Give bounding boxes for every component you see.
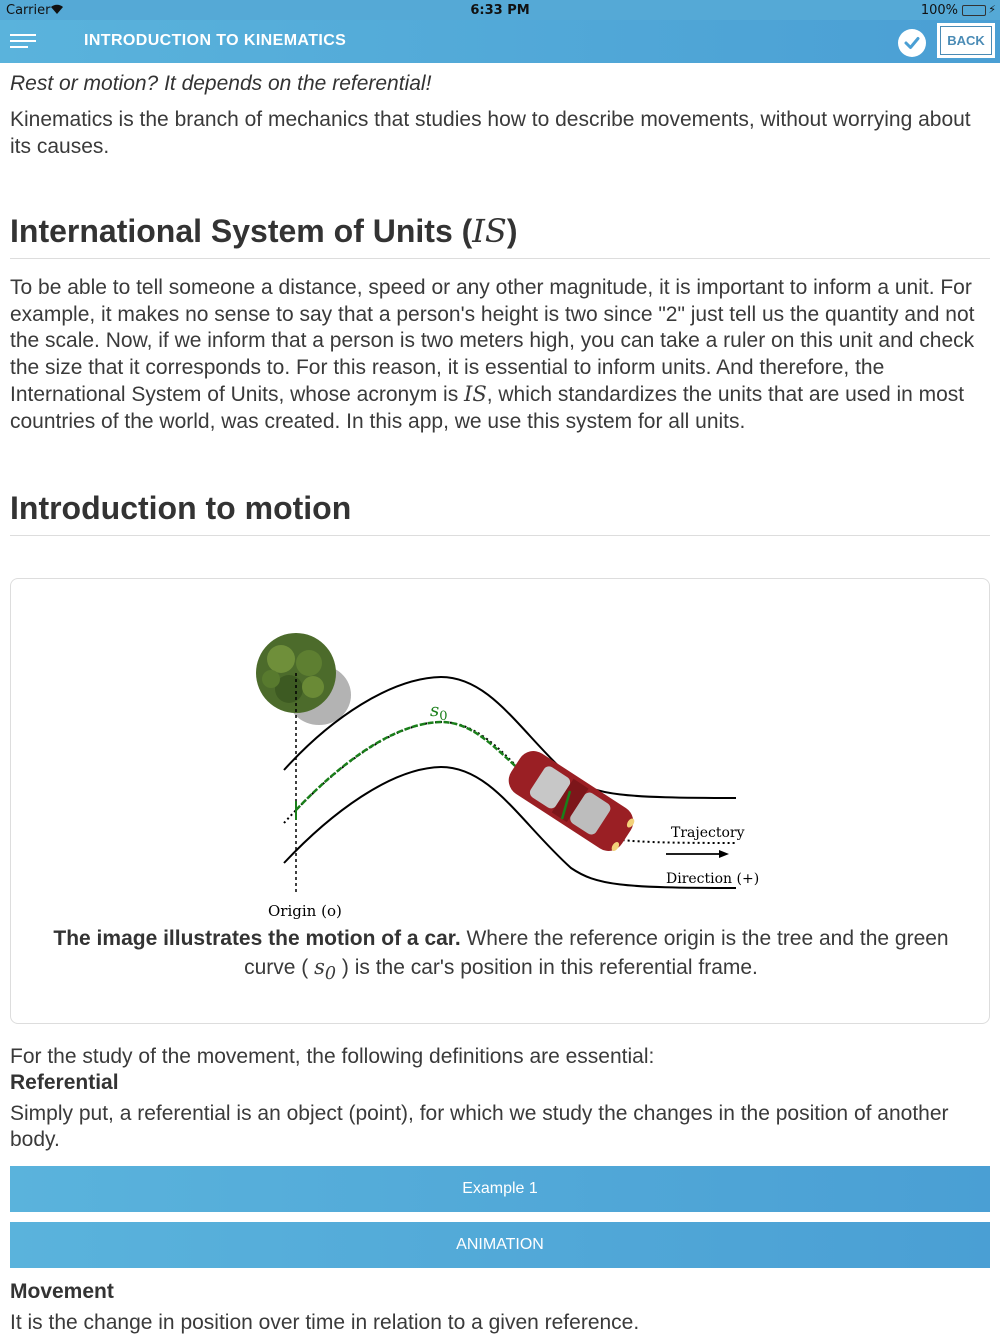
hamburger-menu-icon[interactable] (10, 34, 36, 50)
movement-heading: Movement (10, 1279, 114, 1303)
lesson-content (10, 63, 990, 1334)
figure-card (10, 578, 990, 1024)
car-motion-illustration (241, 623, 761, 923)
example-1-button[interactable]: Example 1 (10, 1166, 990, 1212)
page-title: INTRODUCTION TO KINEMATICS (84, 32, 347, 49)
motion-heading: Introduction to motion (10, 490, 990, 536)
referential-heading: Referential (10, 1070, 119, 1094)
s0-label: $s_0$ (430, 700, 448, 724)
caption-math: $s_0$ (314, 955, 337, 985)
units-paragraph-part-1: To be able to tell someone a distance, speed or any other magnitude, it is important to inform a unit. For example, it makes no sense to say that a person's height is two since "2" just tell us the quantity and not the scale. Now, if we inform that a person is two meters high, you can take a ruler on this unit and check the size that it corresponds to. For this reason, it is essential to inform units. And therefore, the International System of Units, whose acronym is (10, 276, 975, 406)
back-button[interactable] (937, 23, 995, 58)
direction-label: Direction (+) (666, 871, 760, 887)
units-paragraph-math: IS (464, 382, 487, 406)
battery-icon (962, 5, 986, 16)
lesson-subtitle: Rest or motion? It depends on the referential! (10, 72, 432, 95)
caption-part-1: Where the reference origin is the tree and the green curve ( (244, 927, 949, 979)
charging-icon: ⚡ (988, 3, 996, 16)
status-bar (0, 0, 1000, 20)
trajectory-label: Trajectory (671, 825, 745, 841)
animation-button[interactable]: ANIMATION (10, 1222, 990, 1268)
movement-text: It is the change in position over time in relation to a given reference. (10, 1310, 640, 1334)
caption-part-2: ) is the car's position in this referential frame. (336, 956, 758, 979)
referential-text: Simply put, a referential is an object (point), for which we study the changes in the position of another body. (10, 1101, 949, 1151)
battery-percent: 100% (920, 3, 958, 18)
clock: 6:33 PM (470, 3, 530, 18)
car-icon (503, 745, 640, 857)
caption-bold: The image illustrates the motion of a car. (53, 927, 461, 950)
nav-bar (0, 20, 1000, 63)
intro-paragraph: Kinematics is the branch of mechanics that studies how to describe movements, without worrying about its causes. (10, 108, 971, 158)
units-heading (10, 212, 990, 259)
check-icon[interactable] (898, 29, 926, 57)
units-heading-math: IS (472, 212, 507, 250)
back-button-label: BACK (940, 26, 992, 55)
origin-label: Origin (o) (268, 902, 342, 920)
figure-caption (51, 925, 951, 988)
units-paragraph-part-2: , which standardizes the units that are used in most countries of the world, was created. In this app, we use this system for all units. (10, 383, 965, 433)
carrier-label: Carrier (6, 3, 51, 18)
direction-arrow-head (719, 850, 729, 858)
units-heading-text: International System of Units ( (10, 213, 473, 249)
units-heading-close: ) (506, 213, 518, 249)
definitions-intro: For the study of the movement, the following definitions are essential: (10, 1045, 655, 1068)
units-paragraph (10, 275, 990, 435)
